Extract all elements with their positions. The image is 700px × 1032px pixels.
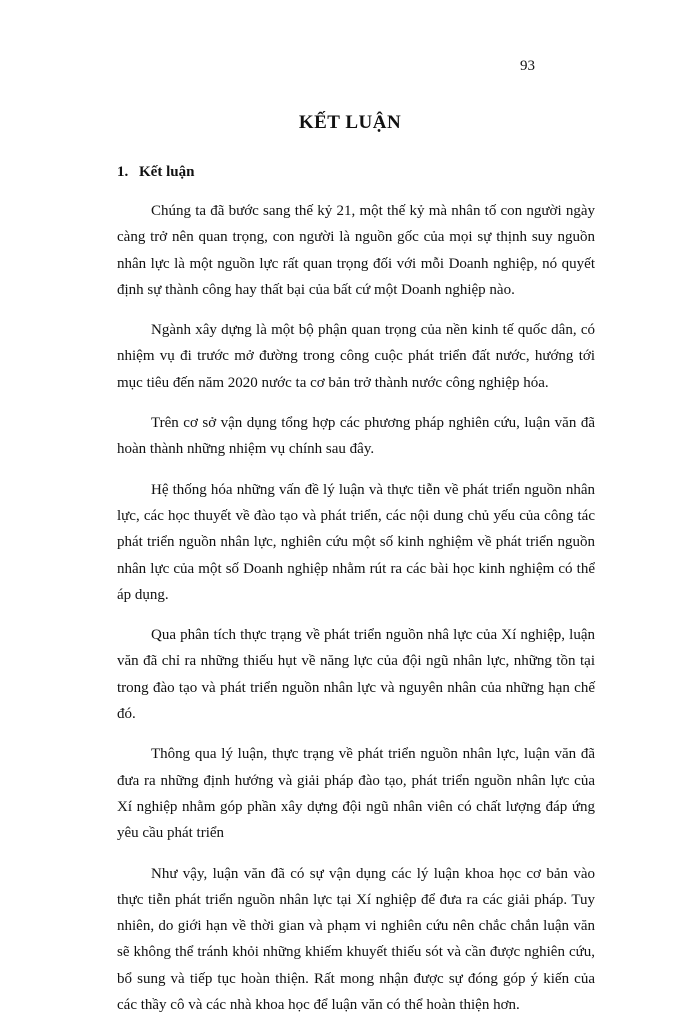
paragraph: Chúng ta đã bước sang thế kỷ 21, một thế kỷ mà nhân tố con người ngày càng trở nên quan trọng, con người là nguồn gốc của mọi sự thịnh suy nguồn nhân lực là một nguồn lực rất quan trọng đối với mỗi Doanh nghiệp, nó quyết định sự thành công hay thất bại của bất cứ một Doanh nghiệp nào. xyxy=(117,203,595,298)
paragraph: Qua phân tích thực trạng về phát triển nguồn nhâ lực của Xí nghiệp, luận văn đã chỉ ra những thiếu hụt về năng lực của đội ngũ nhân lực, những tồn tại trong đào tạo và phát triển nguồn nhân lực và nguyên nhân của những hạn chế đó. xyxy=(117,627,595,723)
section-number: 1. xyxy=(117,164,129,180)
paragraph: Trên cơ sở vận dụng tổng hợp các phương pháp nghiên cứu, luận văn đã hoàn thành những nhiệm vụ chính sau đây. xyxy=(117,415,595,458)
paragraph: Ngành xây dựng là một bộ phận quan trọng của nền kinh tế quốc dân, có nhiệm vụ đi trước mở đường trong công cuộc phát triển đất nước, hướng tới mục tiêu đến năm 2020 nước ta cơ bản trở thành nước công nghiệp hóa. xyxy=(117,322,595,391)
paragraph: Thông qua lý luận, thực trạng về phát triển nguồn nhân lực, luận văn đã đưa ra những định hướng và giải pháp đào tạo, phát triển nguồn nhân lực của Xí nghiệp nhằm góp phần xây dựng đội ngũ nhân viên có chất lượng đáp ứng yêu cầu phát triển xyxy=(117,746,595,842)
body-text xyxy=(117,198,595,1032)
page-title: KẾT LUẬN xyxy=(298,112,402,133)
paragraph: Hệ thống hóa những vấn đề lý luận và thực tiễn về phát triển nguồn nhân lực, các học thuyết về đào tạo và phát triển, các nội dung chủ yếu của công tác phát triển nguồn nhân lực, nghiên cứu một số kinh nghiệm về phát triển nguồn nhân lực của một số Doanh nghiệp nhằm rút ra các bài học kinh nghiệm có thể áp dụng. xyxy=(117,481,595,603)
paragraph: Như vậy, luận văn đã có sự vận dụng các lý luận khoa học cơ bản vào thực tiễn phát triển nguồn nhân lực tại Xí nghiệp để đưa ra các giải pháp. Tuy nhiên, do giới hạn về thời gian và phạm vi nghiên cứu nên chắc chắn luận văn sẽ không thể tránh khỏi những khiếm khuyết thiếu sót và cần được nghiên cứu, bổ sung và tiếp tục hoàn thiện. Rất mong nhận được sự đóng góp ý kiến của các thầy cô và các nhà khoa học để luận văn có thể hoàn thiện hơn. xyxy=(117,865,595,1014)
section-heading xyxy=(117,164,194,181)
section-heading-text: Kết luận xyxy=(139,164,195,180)
page-number: 93 xyxy=(520,58,535,74)
